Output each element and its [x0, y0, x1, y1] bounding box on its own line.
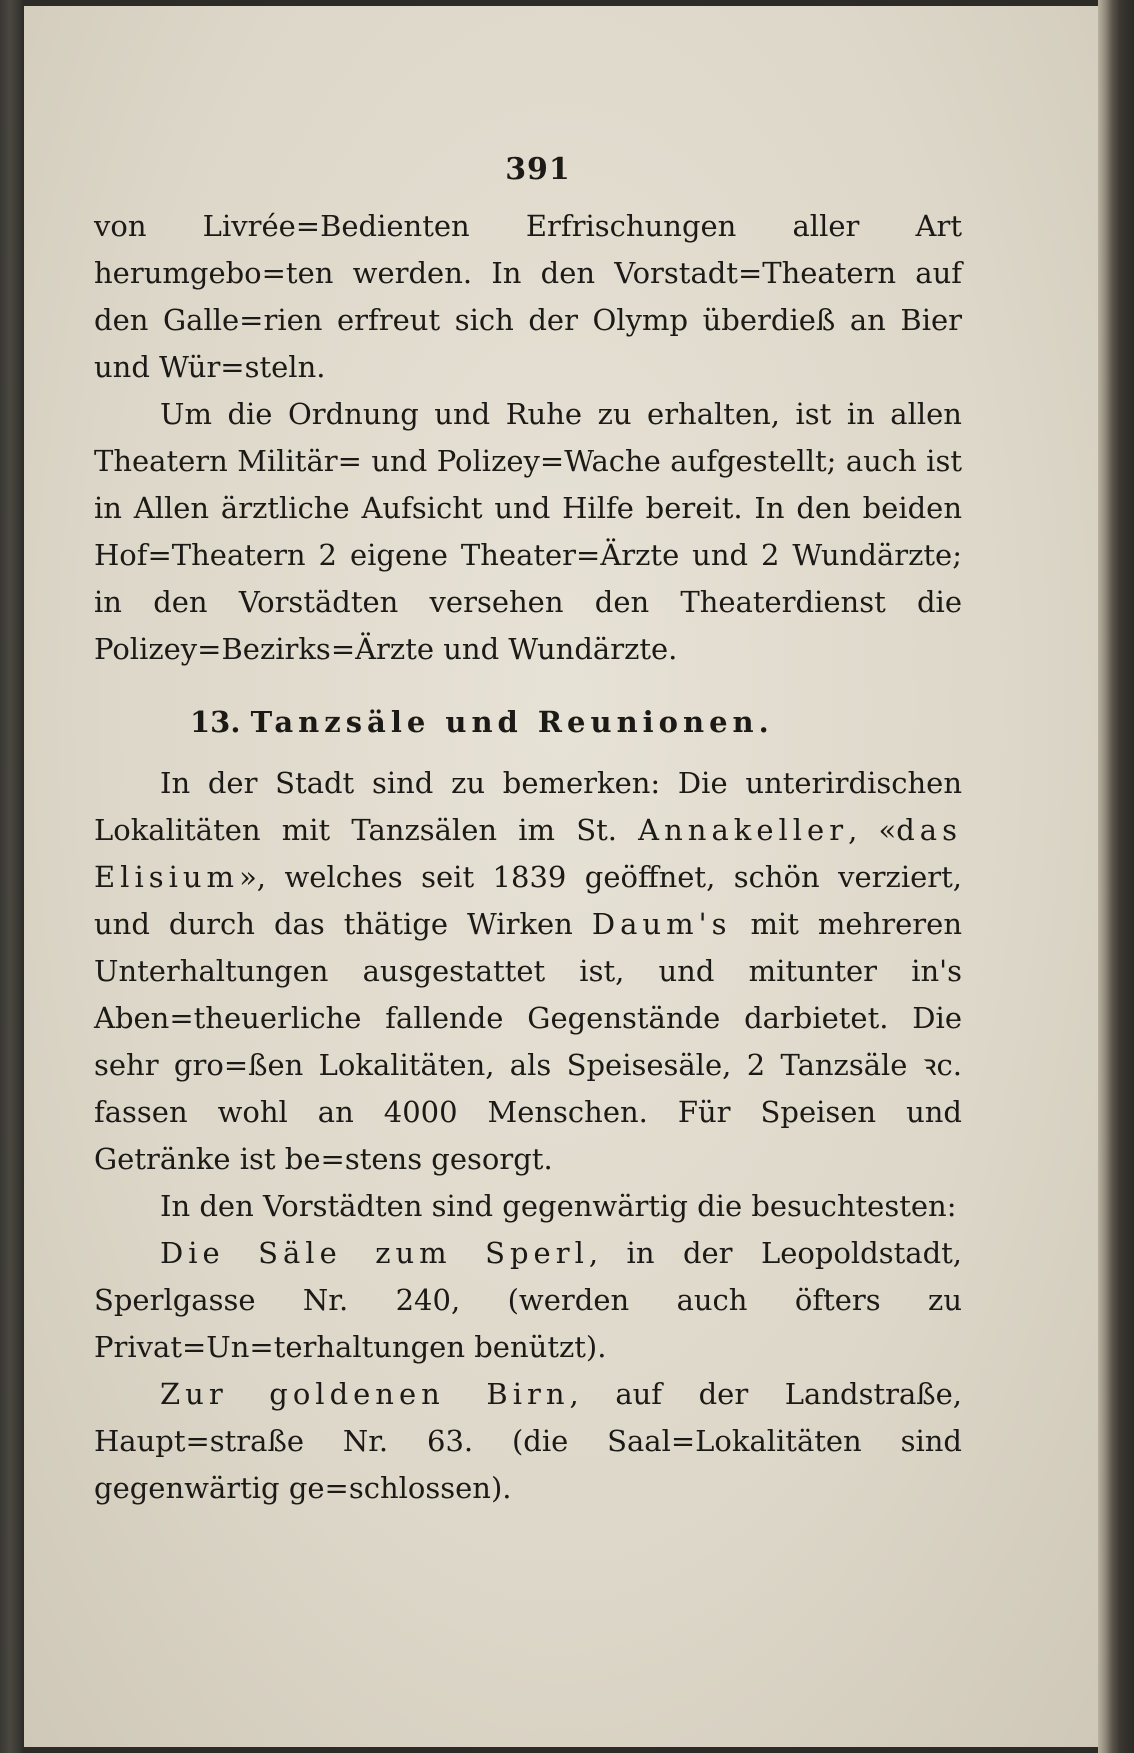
paragraph-2: Um die Ordnung und Ruhe zu erhalten, ist in allen Theatern Militär= und Polizey=Wache aufgestellt; auch ist in Allen ärztliche Aufsicht und Hilfe bereit. In den beiden Hof=Theatern 2 eigene Theater=Ärzte und 2 Wundärzte; in den Vorstädten versehen den Theaterdienst die Polizey=Bezirks=Ärzte und Wundärzte.: [94, 397, 962, 666]
paragraph-3-text-d: mit mehreren Unterhaltungen ausgestattet ist, und mitunter in's Aben=theuerliche fallende Gegenstände darbietet. Die sehr gro=ßen Lokalitäten, als Speisesäle, 2 Tanzsäle ꝛc. fassen wohl an 4000 Menschen. Für Speisen und Getränke ist be=stens gesorgt.: [94, 907, 962, 1176]
book-page: [24, 6, 1098, 1747]
paragraph-3-text-c: », welches seit 1839 geöffnet, schön verziert, und durch das thätige Wirken: [94, 860, 962, 941]
paragraph-6: [94, 1371, 962, 1512]
elisium-name: das Elisium: [94, 813, 962, 894]
birn-name: Zur goldenen Birn: [160, 1377, 570, 1411]
page-text: [94, 146, 962, 1512]
paragraph-3: [94, 760, 962, 1183]
paragraph-3-text-b: , «: [848, 813, 897, 847]
paragraph-5: [94, 1230, 962, 1371]
section-heading: [190, 699, 962, 746]
section-title: Tanzsäle und Reunionen.: [250, 705, 774, 739]
paragraph-1: von Livrée=Bedienten Erfrischungen aller Art herumgebo=ten werden. In den Vorstadt=Theatern auf den Galle=rien erfreut sich der Olymp überdieß an Bier und Wür=steln.: [94, 209, 962, 384]
paragraph-6-text: , auf der Landstraße, Haupt=straße Nr. 63. (die Saal=Lokalitäten sind gegenwärtig ge=schlossen).: [94, 1377, 963, 1505]
page-number: 391: [505, 152, 571, 187]
paragraph-5-text: , in der Leopoldstadt, Sperlgasse Nr. 240, (werden auch öfters zu Privat=Un=terhaltungen benützt).: [94, 1236, 963, 1364]
annakeller-name: Annakeller: [638, 813, 849, 847]
daum-name: Daum's: [591, 907, 732, 941]
sperl-name: Die Säle zum Sperl: [160, 1236, 589, 1270]
paragraph-4: In den Vorstädten sind gegenwärtig die besuchtesten:: [160, 1189, 957, 1223]
section-number: 13.: [190, 705, 241, 739]
page-edge: [1098, 0, 1134, 1753]
paragraph-3-text-a: In der Stadt sind zu bemerken: Die unterirdischen Lokalitäten mit Tanzsälen im St.: [94, 766, 962, 847]
